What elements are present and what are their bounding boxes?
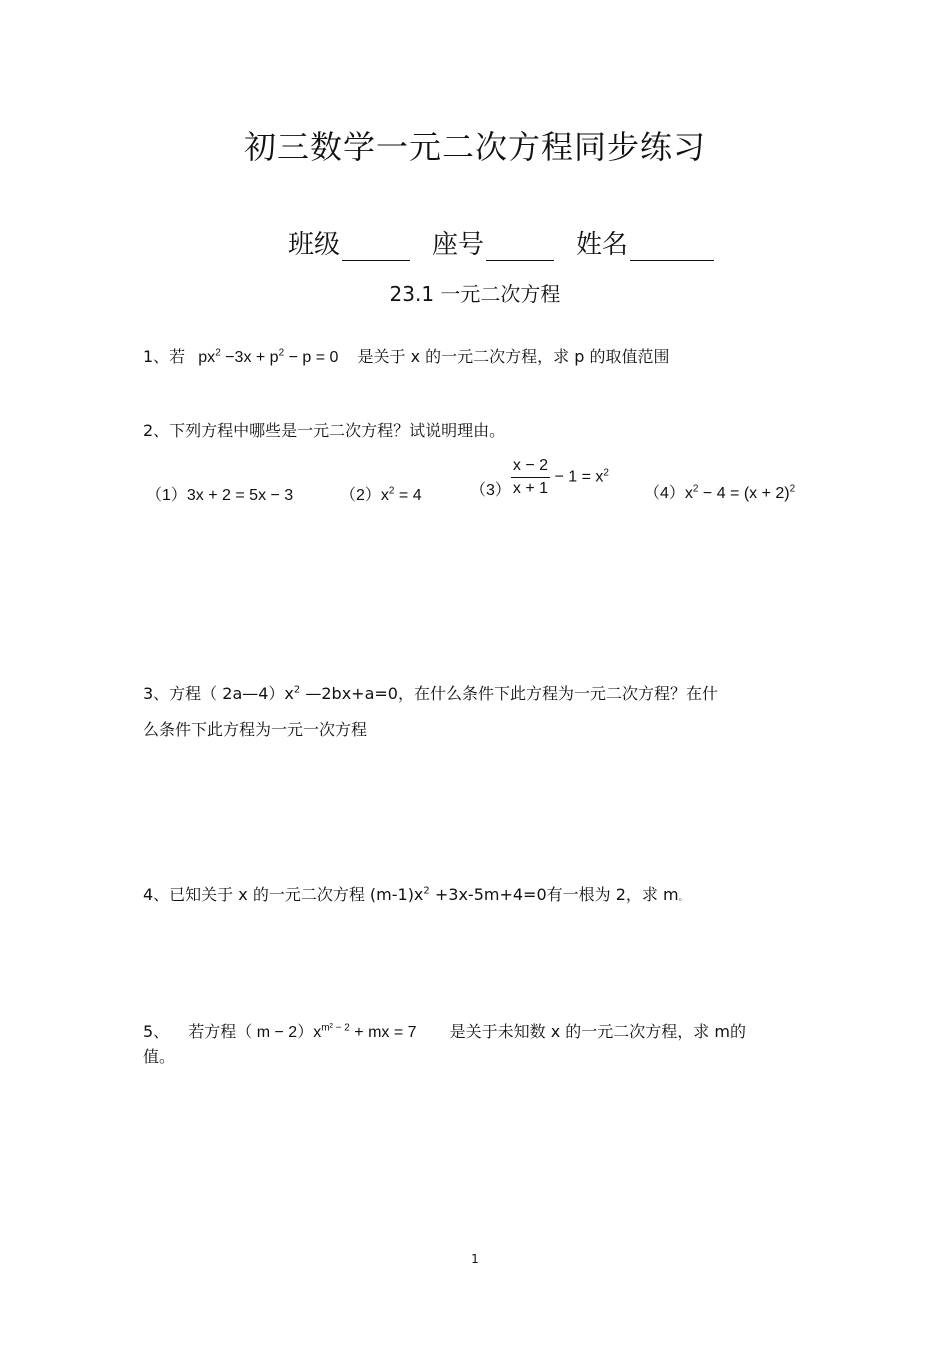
section-title: 23.1 一元二次方程 <box>389 282 561 306</box>
q1-text: 是关于 x 的一元二次方程，求 p 的取值范围 <box>357 347 670 366</box>
q2-item-1: （1）3x + 2 = 5x − 3 <box>146 487 294 504</box>
question-5: 5、 若方程（ $m - 2)x^{m^2 - 2}$ + mx = 7 是关于未知数 x 的一元二次方程，求 m的 <box>143 1022 746 1041</box>
name-field <box>576 224 714 261</box>
class-field <box>288 224 410 261</box>
q1-number: 1、若 <box>143 347 186 366</box>
question-3-line-2: 么条件下此方程为一元一次方程 <box>143 720 368 739</box>
question-3-line-1: 3、方程（ $2a—4)x^2$ —2bx+a=0，在什么条件下此方程为一元二次方程？在什 <box>143 684 718 703</box>
seat-field <box>432 224 554 261</box>
name-label: 姓名 <box>576 230 629 260</box>
question-5-line-2: 值。 <box>143 1047 176 1066</box>
question-2-text: 2、下列方程中哪些是一元二次方程？试说明理由。 <box>143 421 506 440</box>
name-blank <box>630 230 714 261</box>
q2-item-3: （3） $\frac{x - 2}{x + 1}$ − $1 = x^2$ <box>470 457 609 499</box>
class-blank <box>342 230 410 261</box>
question-1 <box>143 344 670 367</box>
page-title: 初三数学一元二次方程同步练习 <box>243 128 706 166</box>
q2-item-2: $(2)x^2 = 4$ <box>340 485 422 504</box>
q2-item-4: $(4)x^2 - 4 = (x + 2)^2$ <box>644 483 796 502</box>
q1-equation: $px^2 -3x + p^2 - p = 0$ <box>198 347 339 366</box>
q2-item-3-fraction: $\frac{x - 2}{x + 1}$ <box>512 457 549 497</box>
class-label: 班级 <box>288 230 341 260</box>
seat-label: 座号 <box>432 230 485 260</box>
q5-text: 是关于未知数 x 的一元二次方程，求 m的 <box>449 1022 746 1041</box>
q5-equation: 若方程（ $m - 2)x^{m^2 - 2}$ + mx = 7 <box>188 1022 417 1041</box>
question-4: 4、已知关于 x 的一元二次方程 $(m-1)x^2 +3x-5m+4=0$有一根为 2，求 m。 <box>143 885 688 904</box>
page-number: 1 <box>471 1252 479 1266</box>
seat-blank <box>486 230 554 261</box>
